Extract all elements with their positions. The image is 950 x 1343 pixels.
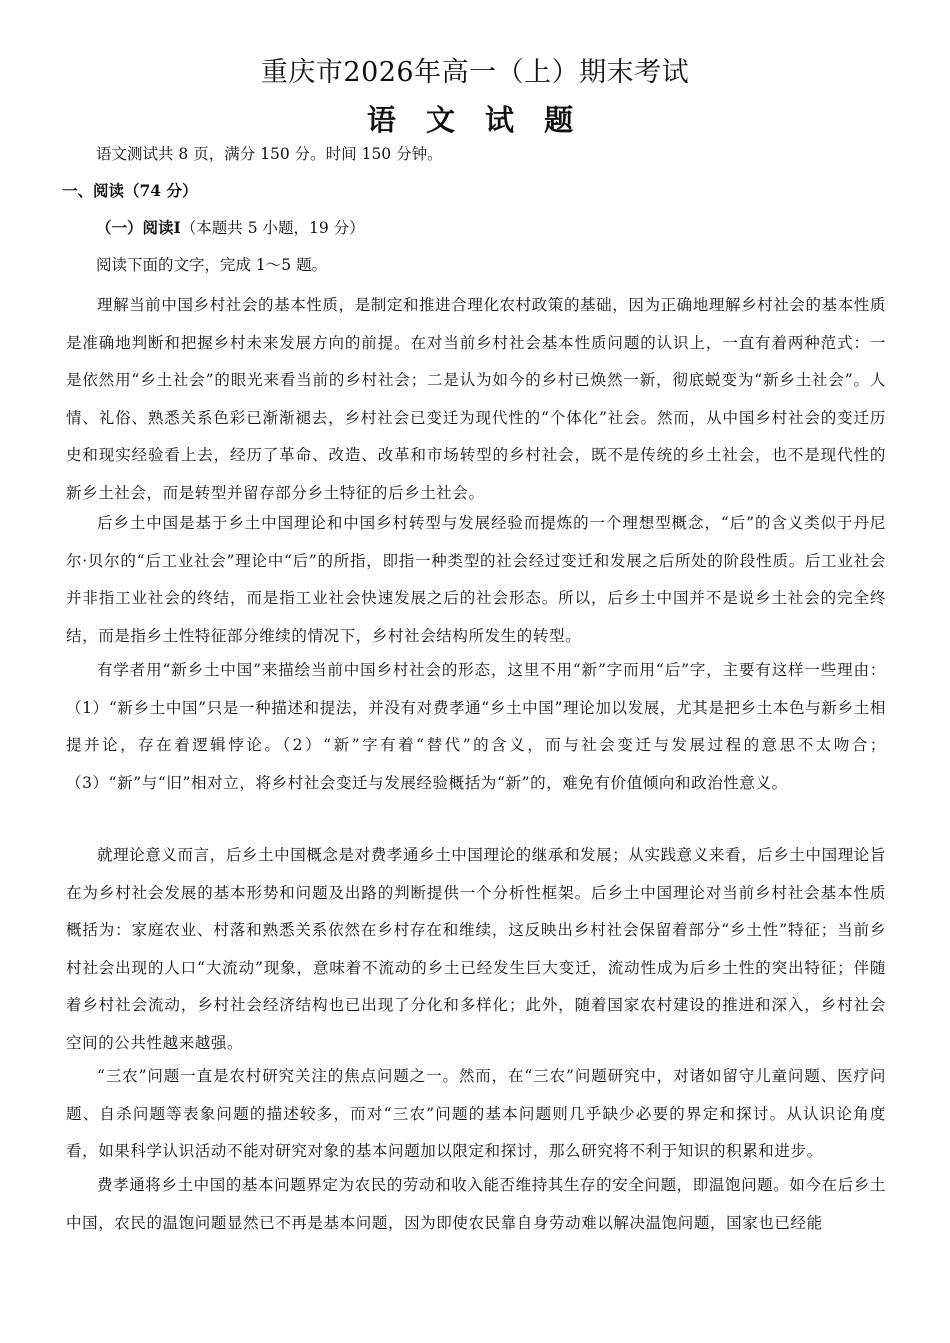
sub-heading-note: （本题共 5 小题，19 分） [180, 219, 365, 237]
exam-title: 重庆市2026年高一（上）期末考试 [260, 57, 690, 88]
sub-heading [96, 216, 365, 240]
section-heading: 一、阅读（74 分） [62, 181, 198, 200]
paragraph-6: 费孝通将乡土中国的基本问题界定为农民的劳动和收入能否维持其生存的安全问题，即温饱问题。如今在后乡土中国，农民的温饱问题显然已不再是基本问题，因为即使农民靠自身劳动难以解决温饱问题，国家也已经能 [66, 1176, 886, 1232]
reading-instruction: 阅读下面的文字，完成 1～5 题。 [96, 256, 328, 274]
exam-intro: 语文测试共 8 页，满分 150 分。时间 150 分钟。 [96, 145, 443, 163]
paragraph-1: 理解当前中国乡村社会的基本性质，是制定和推进合理化农村政策的基础，因为正确地理解乡村社会的基本性质是准确地判断和把握乡村未来发展方向的前提。在对当前乡村社会基本性质问题的认识上，一直有着两种范式：一是依然用“乡土社会”的眼光来看当前的乡村社会；二是认为如今的乡村已焕然一新，彻底蜕变为“新乡土社会”。人情、礼俗、熟悉关系色彩已渐渐褪去，乡村社会已变迁为现代性的“个体化”社会。然而，从中国乡村社会的变迁历史和现实经验看上去，经历了革命、改造、改革和市场转型的乡村社会，既不是传统的乡土社会，也不是现代性的新乡土社会，而是转型并留存部分乡土特征的后乡土社会。 [66, 296, 886, 502]
paragraph-2: 后乡土中国是基于乡土中国理论和中国乡村转型与发展经验而提炼的一个理想型概念，“后”的含义类似于丹尼尔·贝尔的“后工业社会”理论中“后”的所指，即指一种类型的社会经过变迁和发展之后所处的阶段性质。后工业社会并非指工业社会的终结，而是指工业社会快速发展之后的社会形态。所以，后乡土中国并不是说乡土社会的完全终结，而是指乡土性特征部分维续的情况下，乡村社会结构所发生的转型。 [66, 514, 886, 645]
paragraph-5: “三农”问题一直是农村研究关注的焦点问题之一。然而，在“三农”问题研究中，对诸如留守儿童问题、医疗问题、自杀问题等表象问题的描述较多，而对“三农”问题的基本问题则几乎缺少必要的界定和探讨。从认识论角度看，如果科学认识活动不能对研究对象的基本问题加以限定和探讨，那么研究将不利于知识的积累和进步。 [66, 1067, 886, 1161]
exam-subtitle: 语 文 试 题 [366, 103, 584, 137]
sub-heading-title: （一）阅读Ⅰ [96, 218, 181, 237]
paragraph-4: 就理论意义而言，后乡土中国概念是对费孝通乡土中国理论的继承和发展；从实践意义来看，后乡土中国理论旨在为乡村社会发展的基本形势和问题及出路的判断提供一个分析性框架。后乡土中国理论对当前乡村社会基本性质概括为：家庭农业、村落和熟悉关系依然在乡村存在和维续，这反映出乡村社会保留着部分“乡土性”特征；当前乡村社会出现的人口“大流动”现象，意味着不流动的乡土已经发生巨大变迁，流动性成为后乡土性的突出特征；伴随着乡村社会流动，乡村社会经济结构也已出现了分化和多样化；此外，随着国家农村建设的推进和深入，乡村社会空间的公共性越来越强。 [66, 846, 886, 1052]
paragraph-3: 有学者用“新乡土中国”来描绘当前中国乡村社会的形态，这里不用“新”字而用“后”字，主要有这样一些理由：（1）“新乡土中国”只是一种描述和提法，并没有对费孝通“乡土中国”理论加以发展，尤其是把乡土本色与新乡土相提并论，存在着逻辑悖论。（2）“新”字有着“替代”的含义，而与社会变迁与发展过程的意思不太吻合；（3）“新”与“旧”相对立，将乡村社会变迁与发展经验概括为“新”的，难免有价值倾向和政治性意义。 [66, 661, 886, 792]
